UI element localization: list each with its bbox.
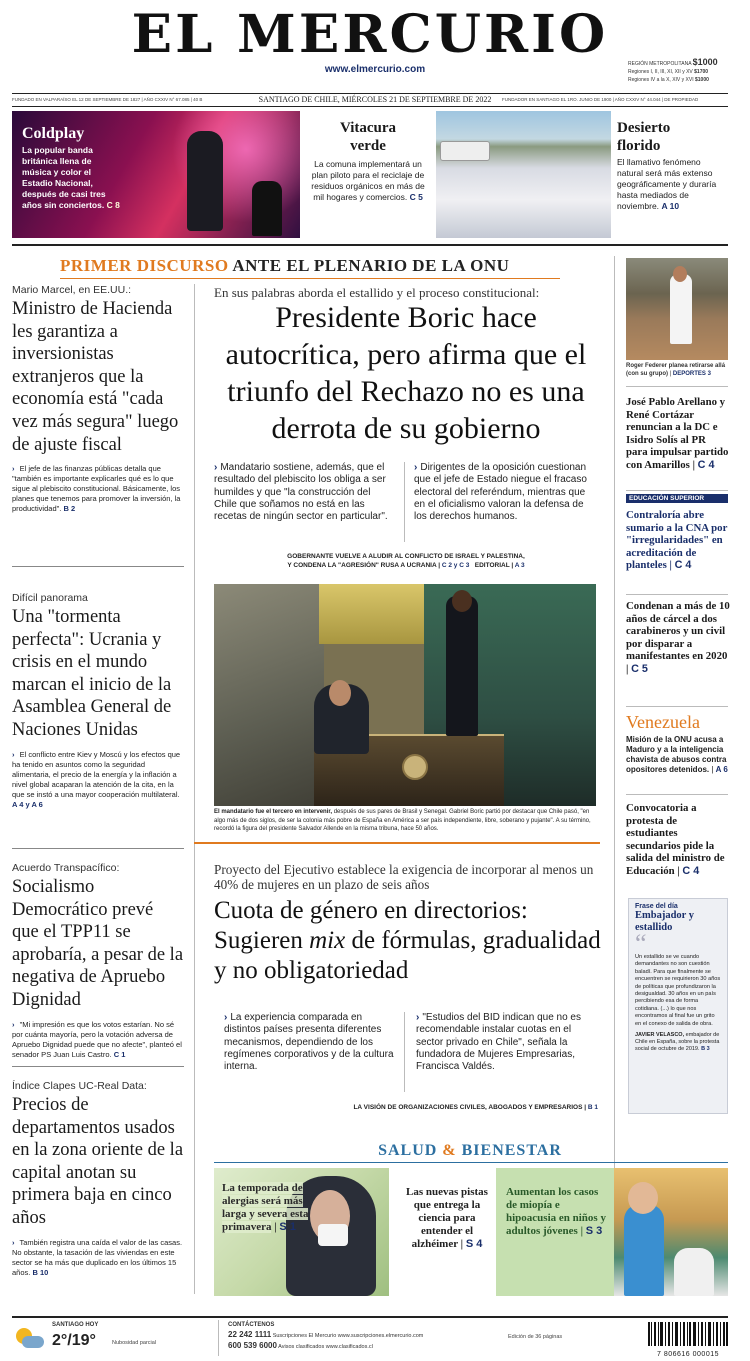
caption-bold: El mandatario fue el tercero en intervenir, (214, 809, 333, 815)
editorial-ref[interactable]: A 3 (514, 562, 525, 569)
dateline: SANTIAGO DE CHILE, MIÉRCOLES 21 DE SEPTIEMBRE DE 2022 (258, 95, 492, 104)
right-story-1-ref[interactable]: C 4 (697, 458, 715, 471)
weather-label: SANTIAGO HOY (52, 1322, 99, 1328)
quote-marks-icon: “ (635, 929, 647, 958)
gender-subhead: Proyecto del Ejecutivo establece la exigencia de incorporar al menos un 40% de mujeres en un plazo de seis años (214, 862, 594, 892)
left-story-2-text: El conflicto entre Kiev y Moscú y los efectos que ha tenido en asuntos como la seguridad alimentaria, el precio de la energía y la inflación a nivel global acaparan la atención de la cita, en la que se instó a una mayor cooperación multilateral. (12, 749, 181, 799)
price-regions-2: Regiones IV a la X, XIV y XVI (628, 77, 694, 83)
coldplay-body: La popular banda británica llena de música y color el Estadio Nacional, después de casi tres años sin conciertos. (22, 145, 106, 210)
health-item-2-text: Las nuevas pistas que entrega la ciencia para entender el alzhéimer (406, 1186, 488, 1250)
barcode (648, 1322, 728, 1358)
lead-kicker-a: PRIMER DISCURSO (60, 256, 229, 275)
coldplay-ref[interactable]: C 8 (106, 200, 120, 210)
edition-pages: Edición de 36 páginas (508, 1334, 563, 1340)
left-story-4-kicker: Índice Clapes UC-Real Data: (12, 1080, 147, 1092)
coldplay-teaser[interactable] (12, 111, 300, 238)
vitacura-title: Vitacura verde (339, 120, 397, 154)
barcode-icon (648, 1322, 728, 1346)
left-story-4-text: También registra una caída el valor de las casas. No obstante, la tasación de las viviendas en este sector se ha más que duplicado en los últimos 15 años. (12, 1237, 183, 1277)
price-label: REGIÓN METROPOLITANA (628, 61, 692, 67)
gender-headline-b: Sugieren (214, 927, 303, 954)
quote-ref[interactable]: B 3 (701, 1046, 710, 1053)
lead-note-2: Y CONDENA LA "AGRESIÓN" RUSA A UCRANIA (287, 562, 437, 569)
child-figure-2 (674, 1248, 714, 1296)
left-story-2-headline: Una "tormenta perfecta": Ucrania y crisis en el mundo marcan el inicio de la Asamblea General de Naciones Unidas (12, 607, 172, 740)
left-story-1[interactable] (12, 284, 184, 514)
lead-col-2: › Dirigentes de la oposición cuestionan que el jefe de Estado niegue el fracaso electoral del referéndum, mientras que en el oficialismo valoran la defensa de los derechos humanos. (414, 462, 594, 523)
left-story-4-headline: Precios de departamentos usados en la zona oriente de la capital anotan su primera baja en cinco años (12, 1095, 184, 1228)
health-item-1[interactable]: La temporada de alergias será más larga y severa esta primavera | S 1 (222, 1182, 309, 1233)
un-assembly-photo (214, 584, 596, 806)
phone-1-desc: Suscripciones El Mercurio www.suscripciones.elmercurio.com (272, 1333, 424, 1339)
health-item-3-ref[interactable]: S 3 (585, 1225, 603, 1237)
left-story-4[interactable] (12, 1080, 184, 1278)
lead-kicker (60, 256, 560, 276)
left-story-3-body (12, 1020, 184, 1060)
health-item-2[interactable]: Las nuevas pistas que entrega la ciencia para entender el alzhéimer | S 4 (406, 1186, 488, 1250)
health-item-3-text: Aumentan los casos de miopía e hipoacusia en niños y adultos jóvenes (506, 1186, 606, 1237)
federer-caption-box: Roger Federer planea retirarse allá (con su grupo) | DEPORTES 3 (626, 363, 726, 377)
right-story-1[interactable]: José Pablo Arellano y René Cortázar renuncian a la DC e Isidro Solís al PR para impulsar partido con Amarillos | C 4 (626, 396, 729, 471)
phone-1[interactable]: 22 242 1111 (228, 1330, 272, 1339)
contact-box (228, 1321, 498, 1352)
health-title-amp: & (442, 1142, 457, 1159)
left-story-2-ref[interactable]: A 4 y A 6 (12, 799, 43, 809)
un-emblem (402, 754, 428, 780)
left-story-3-ref[interactable]: C 1 (113, 1049, 126, 1059)
guard-head (452, 590, 472, 612)
right-story-2-text: Contraloría abre sumario a la CNA por "irregularidades" en acreditación de planteles (626, 509, 728, 571)
health-title-b: BIENESTAR (461, 1142, 562, 1159)
quote-author-block (635, 1032, 721, 1053)
coldplay-title: Coldplay (22, 125, 85, 142)
gender-col-1: › La experiencia comparada en distintos países presenta diferentes mecanismos, dependiendo de los regímenes corporativos y de la cultura interna. (224, 1012, 394, 1073)
quote-author: JAVIER VELASCO, (635, 1032, 685, 1039)
quote-title: Embajador y estallido (635, 910, 695, 933)
gender-headline-a: Cuota de género en directorios: (214, 897, 528, 924)
left-story-1-body (12, 464, 184, 514)
masthead-title: EL MERCURIO (131, 4, 609, 65)
lead-note-ref[interactable]: C 2 y C 3 (441, 562, 470, 569)
health-item-3[interactable]: Aumentan los casos de miopía e hipoacusia en niños y adultos jóvenes | S 3 (506, 1186, 606, 1237)
partly-cloudy-icon (14, 1328, 44, 1352)
cloud-shape (22, 1336, 44, 1348)
left-story-3[interactable] (12, 862, 184, 1060)
guitarist-figure (252, 181, 282, 236)
lead-kicker-b: ANTE EL PLENARIO DE LA ONU (232, 256, 510, 275)
gender-note-ref[interactable]: B 1 (587, 1104, 598, 1111)
gender-note-text: LA VISIÓN DE ORGANIZACIONES CIVILES, ABOGADOS Y EMPRESARIOS (353, 1104, 583, 1111)
left-story-1-ref[interactable]: B 2 (63, 504, 76, 514)
price-value: $1000 (692, 57, 718, 67)
vitacura-body: La comuna implementará un plan piloto para el reciclaje de residuos orgánicos en más de mil hogares y comercios. (311, 159, 425, 202)
singer-figure (187, 131, 223, 231)
right-story-2-ref[interactable]: C 4 (674, 559, 692, 571)
barcode-number: 7 806616 000015 (657, 1351, 719, 1358)
founding-right: FUNDADOR EN SANTIAGO EL 1RO. JUNIO DE 1900 | AÑO CXXIV N° 44.044 | DE PROPIEDAD (502, 97, 699, 102)
desert-body: El llamativo fenómeno natural será más extenso geográficamente y duraría hasta mediados de noviembre. (617, 157, 717, 211)
founding-left: FUNDADO EN VALPARAÍSO EL 12 DE SEPTIEMBRE DE 1827 | AÑO CXXIV N° 67.085 | 40 B (12, 97, 203, 102)
venezuela-box[interactable] (626, 712, 730, 775)
education-box[interactable] (626, 494, 728, 594)
child-head (628, 1182, 658, 1214)
right-story-4-ref[interactable]: C 4 (682, 864, 700, 877)
federer-head (673, 266, 687, 282)
lead-headline[interactable]: Presidente Boric hace autocrítica, pero afirma que el triunfo del Rechazo no es una derrota de su gobierno (225, 301, 587, 445)
weather-temp: 2°/19° (52, 1332, 96, 1349)
speaker-head (329, 680, 351, 706)
venezuela-body: Misión de la ONU acusa a Maduro y a la inteligencia chavista de abusos contra opositores detenidos. | A 6 (626, 735, 728, 774)
left-story-1-kicker: Mario Marcel, en EE.UU.: (12, 284, 132, 296)
gender-col-2: › "Estudios del BID indican que no es recomendable instalar cuotas en el sector privado en Chile", señala la fundadora de Mujeres Empresarias, Francisca Valdés. (416, 1012, 592, 1073)
desert-text (615, 155, 728, 212)
price-box (628, 58, 728, 84)
vitacura-ref[interactable]: C 5 (409, 192, 423, 202)
health-section-title (214, 1142, 726, 1160)
gender-note: LA VISIÓN DE ORGANIZACIONES CIVILES, ABOGADOS Y EMPRESARIOS | B 1 (353, 1104, 598, 1111)
desert-title: Desierto florido (617, 120, 671, 154)
caption-text: después de sus pares de Brasil y Senegal. Gabriel Boric partió por destacar que Chile pasó, "en algo más de dos siglos, de ser la colonia más pobre de España en América a ser país independiente, libre, soberano y pujante". A su término, recordó la figura del presidente Salvador Allende en la misma tribuna, hace 50 años. (214, 809, 591, 832)
quote-author-desc: embajador de Chile en España, sobre la protesta social de octubre de 2019. (635, 1032, 720, 1053)
gender-headline-d: de fórmulas, gradualidad y no obligatoriedad (214, 927, 601, 984)
child-figure (624, 1204, 664, 1296)
health-title-a: SALUD (378, 1142, 438, 1159)
left-story-3-kicker: Acuerdo Transpacífico: (12, 862, 120, 874)
venezuela-ref[interactable]: A 6 (715, 765, 728, 774)
health-item-1-text: La temporada de alergias será más larga y severa esta primavera (222, 1182, 309, 1233)
left-story-3-text: "Mi impresión es que los votos estarían. No sé por cuánta mayoría, pero la votación adversa de Apruebo Dignidad puede que no afecte", planteó el senador PS Juan Luis Castro. (12, 1019, 182, 1059)
quote-of-day-box (628, 898, 728, 1114)
vehicle-shape (440, 141, 490, 161)
masthead-url[interactable]: www.elmercurio.com (324, 64, 426, 75)
tissue (318, 1224, 348, 1246)
left-story-1-headline: Ministro de Hacienda les garantiza a inversionistas extranjeros que la economía está "cada vez más segura" luego de ajuste fiscal (12, 299, 179, 455)
gender-headline-c: mix (309, 927, 346, 954)
right-story-4[interactable]: Convocatoria a protesta de estudiantes secundarios pide la salida del ministro de Educación | C 4 (626, 802, 725, 877)
health-item-1-ref[interactable]: S 1 (279, 1221, 296, 1233)
left-story-4-body (12, 1238, 184, 1278)
federer-ref[interactable]: DEPORTES 3 (672, 371, 711, 377)
lead-notes: GOBERNANTE VUELVE A ALUDIR AL CONFLICTO DE ISRAEL Y PALESTINA, Y CONDENA LA "AGRESIÓN" RUSA A UCRANIA | C 2 y C 3 EDITORIAL | A 3 (214, 552, 598, 570)
gold-wall (319, 584, 429, 644)
gender-headline[interactable] (214, 896, 608, 986)
left-story-2[interactable] (12, 592, 184, 810)
quote-text: Un estallido se ve cuando demandantes no son cuestión baladí. Para que finalmente se encuentren se requirieron 30 años de políticas que profundizaron la desigualdad. 30 años en un país percibiendo esa de forma cotidiana. (...) lo que nos encontramos al final fue un grito en el conexo de salida de obra. (635, 954, 721, 1027)
left-story-4-ref[interactable]: B 10 (32, 1267, 49, 1277)
price-regions-2-value: $1000 (694, 77, 709, 83)
lead-col-1: › Mandatario sostiene, además, que el resultado del plebiscito los obliga a ser humildes y que "la construcción del Chile que soñamos no está en las recetas de ningún sector en particular". (214, 462, 394, 523)
contact-label: CONTÁCTENOS (228, 1322, 275, 1328)
guard-figure (446, 596, 478, 736)
right-story-1-text: José Pablo Arellano y René Cortázar renuncian a la DC e Isidro Solís al PR para impulsar partido con Amarillos (626, 396, 729, 471)
federer-caption: Roger Federer planea retirarse allá (con su grupo) (626, 363, 726, 377)
quote-label: Frase del día (635, 903, 678, 910)
marble-wall (214, 584, 324, 806)
lead-note-1: GOBERNANTE VUELVE A ALUDIR AL CONFLICTO DE ISRAEL Y PALESTINA, (287, 553, 525, 560)
right-story-2: Contraloría abre sumario a la CNA por "irregularidades" en acreditación de planteles | C 4 (626, 509, 728, 571)
right-story-3[interactable]: Condenan a más de 10 años de cárcel a dos carabineros y un civil por disparar a manifestantes en 2020 | C 5 (626, 600, 730, 675)
left-story-1-text: El jefe de las finanzas públicas detalla que "también es importante explicarles qué es lo que sigue al plebiscito constitucional. Básicamente, los planes que tenemos para promover la inversión, la productividad". (12, 464, 181, 514)
editorial-label: EDITORIAL (474, 562, 510, 569)
desert-ref[interactable]: A 10 (661, 201, 680, 211)
federer-figure (670, 274, 692, 344)
right-story-3-text: Condenan a más de 10 años de cárcel a dos carabineros y un civil por disparar a manifestantes en 2020 (626, 600, 730, 662)
lead-subhead: En sus palabras aborda el estallido y el proceso constitucional: (214, 285, 540, 300)
phone-2[interactable]: 600 539 6000 (228, 1341, 277, 1350)
coldplay-text (22, 145, 122, 211)
left-story-3-headline: Socialismo Democrático prevé que el TPP11 se aprobaría, a pesar de la negativa de Apruebo Dignidad (12, 877, 184, 1010)
desert-teaser[interactable] (615, 111, 728, 238)
right-story-3-ref[interactable]: C 5 (631, 662, 648, 675)
venezuela-text: Misión de la ONU acusa a Maduro y a la inteligencia chavista de abusos contra opositores detenidos. (626, 735, 727, 774)
desert-flowers-photo (436, 111, 611, 238)
un-photo-caption (214, 808, 598, 834)
weather-box (12, 1320, 212, 1358)
left-story-2-kicker: Difícil panorama (12, 592, 88, 604)
price-regions-1: Regiones I, II, III, XI, XII y XV (628, 69, 693, 75)
vitacura-teaser[interactable] (304, 111, 432, 238)
education-label: EDUCACIÓN SUPERIOR (626, 494, 728, 503)
venezuela-title: Venezuela (626, 712, 700, 732)
phone-2-desc: Avisos clasificados www.clasificados.cl (278, 1344, 373, 1350)
right-story-4-text: Convocatoria a protesta de estudiantes secundarios pide la salida del ministro de Educación (626, 802, 725, 877)
vitacura-text (304, 155, 432, 203)
price-regions-1-value: $1700 (694, 69, 709, 75)
left-story-2-body (12, 750, 184, 810)
health-item-2-ref[interactable]: S 4 (465, 1238, 483, 1250)
federer-photo (626, 258, 728, 360)
weather-desc: Nubosidad parcial (112, 1340, 157, 1346)
